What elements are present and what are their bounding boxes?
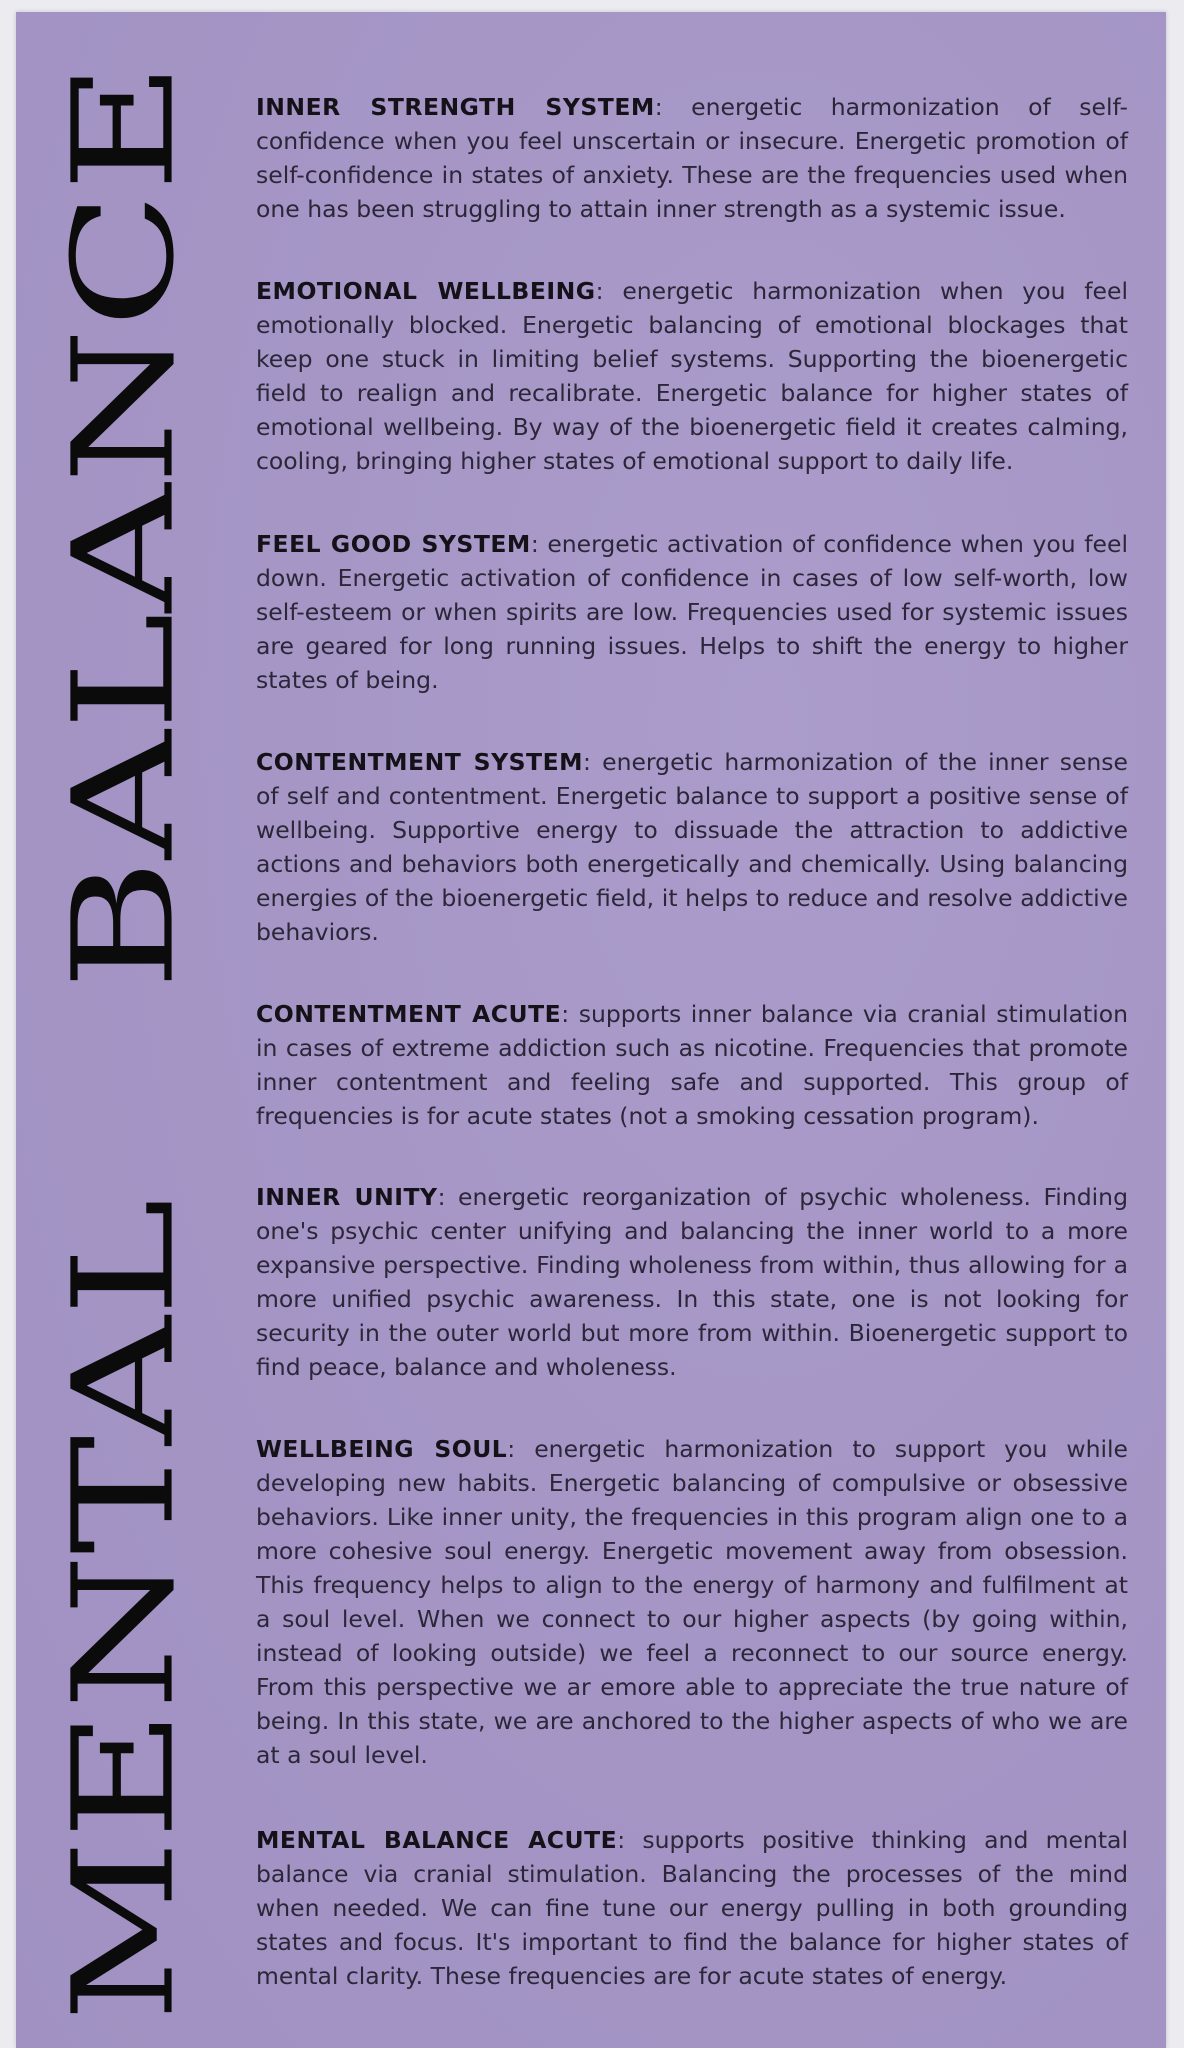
entry-term: FEEL GOOD SYSTEM xyxy=(256,530,531,558)
document-panel xyxy=(16,12,1166,2048)
entry-text: : energetic reorganization of psychic wholeness. Finding one's psychic center unifying and balancing the inner world to a more expansive perspective. Finding wholeness from within, thus allowing for a more unified psychic awareness. In this state, one is not looking for security in the outer world but more from within. Bioenergetic support to find peace, balance and wholeness. xyxy=(256,1183,1128,1381)
entry-contentment-acute xyxy=(256,997,1128,1133)
entry-term: INNER UNITY xyxy=(256,1183,438,1211)
entry-text: : energetic harmonization to support you while developing new habits. Energetic balancing of compulsive or obsessive behaviors. Like inner unity, the frequencies in this program align one to a more cohesive soul energy. Energetic movement away from obsession. This frequency helps to align to the energy of harmony and fulfilment at a soul level. When we connect to our higher aspects (by going within, instead of looking outside) we feel a reconnect to our source energy. From this perspective we ar emore able to appreciate the true nature of being. In this state, we are anchored to the higher aspects of who we are at a soul level. xyxy=(256,1435,1128,1769)
entry-term: WELLBEING SOUL xyxy=(256,1435,508,1463)
entry-text: : supports positive thinking and mental balance via cranial stimulation. Balancing the processes of the mind when needed. We can fine tune our energy pulling in both grounding states and focus. It's important to find the balance for higher states of mental clarity. These frequencies are for acute states of energy. xyxy=(256,1826,1128,1990)
entry-term: CONTENTMENT ACUTE xyxy=(256,1000,562,1028)
entry-term: MENTAL BALANCE ACUTE xyxy=(256,1826,618,1854)
entry-emotional-wellbeing xyxy=(256,274,1128,478)
entry-mental-balance-acute xyxy=(256,1823,1128,1993)
title-word-balance: BALANCE xyxy=(42,62,205,990)
entry-term: CONTENTMENT SYSTEM xyxy=(256,748,584,776)
entry-text: : energetic harmonization of self-confidence when you feel unscertain or insecure. Energetic promotion of self-confidence in states of anxiety. These are the frequencies used when one has been struggling to attain inner strength as a systemic issue. xyxy=(256,93,1128,223)
entry-text: : energetic harmonization when you feel emotionally blocked. Energetic balancing of emotional blockages that keep one stuck in limiting belief systems. Supporting the bioenergetic field to realign and recalibrate. Energetic balance for higher states of emotional wellbeing. By way of the bioenergetic field it creates calming, cooling, bringing higher states of emotional support to daily life. xyxy=(256,277,1129,475)
entry-inner-strength-system xyxy=(256,90,1128,226)
entry-term: INNER STRENGTH SYSTEM xyxy=(256,93,655,121)
entry-inner-unity xyxy=(256,1180,1128,1384)
vertical-title xyxy=(44,62,204,2022)
entry-text: : supports inner balance via cranial stimulation in cases of extreme addiction such as nicotine. Frequencies that promote inner contentment and feeling safe and supported. This group of frequencies is for acute states (not a smoking cessation program). xyxy=(256,1000,1128,1130)
entry-wellbeing-soul xyxy=(256,1432,1128,1772)
entry-text: : energetic activation of confidence when you feel down. Energetic activation of confidence in cases of low self-worth, low self-esteem or when spirits are low. Frequencies used for systemic issues are geared for long running issues. Helps to shift the energy to higher states of being. xyxy=(256,530,1128,694)
entry-contentment-system xyxy=(256,745,1128,949)
entry-text: : energetic harmonization of the inner sense of self and contentment. Energetic balance to support a positive sense of wellbeing. Supportive energy to dissuade the attraction to addictive actions and behaviors both energetically and chemically. Using balancing energies of the bioenergetic field, it helps to reduce and resolve addictive behaviors. xyxy=(256,748,1128,946)
title-word-mental: MENTAL xyxy=(42,1198,205,2022)
entry-term: EMOTIONAL WELLBEING xyxy=(256,277,596,305)
entry-feel-good-system xyxy=(256,527,1128,697)
